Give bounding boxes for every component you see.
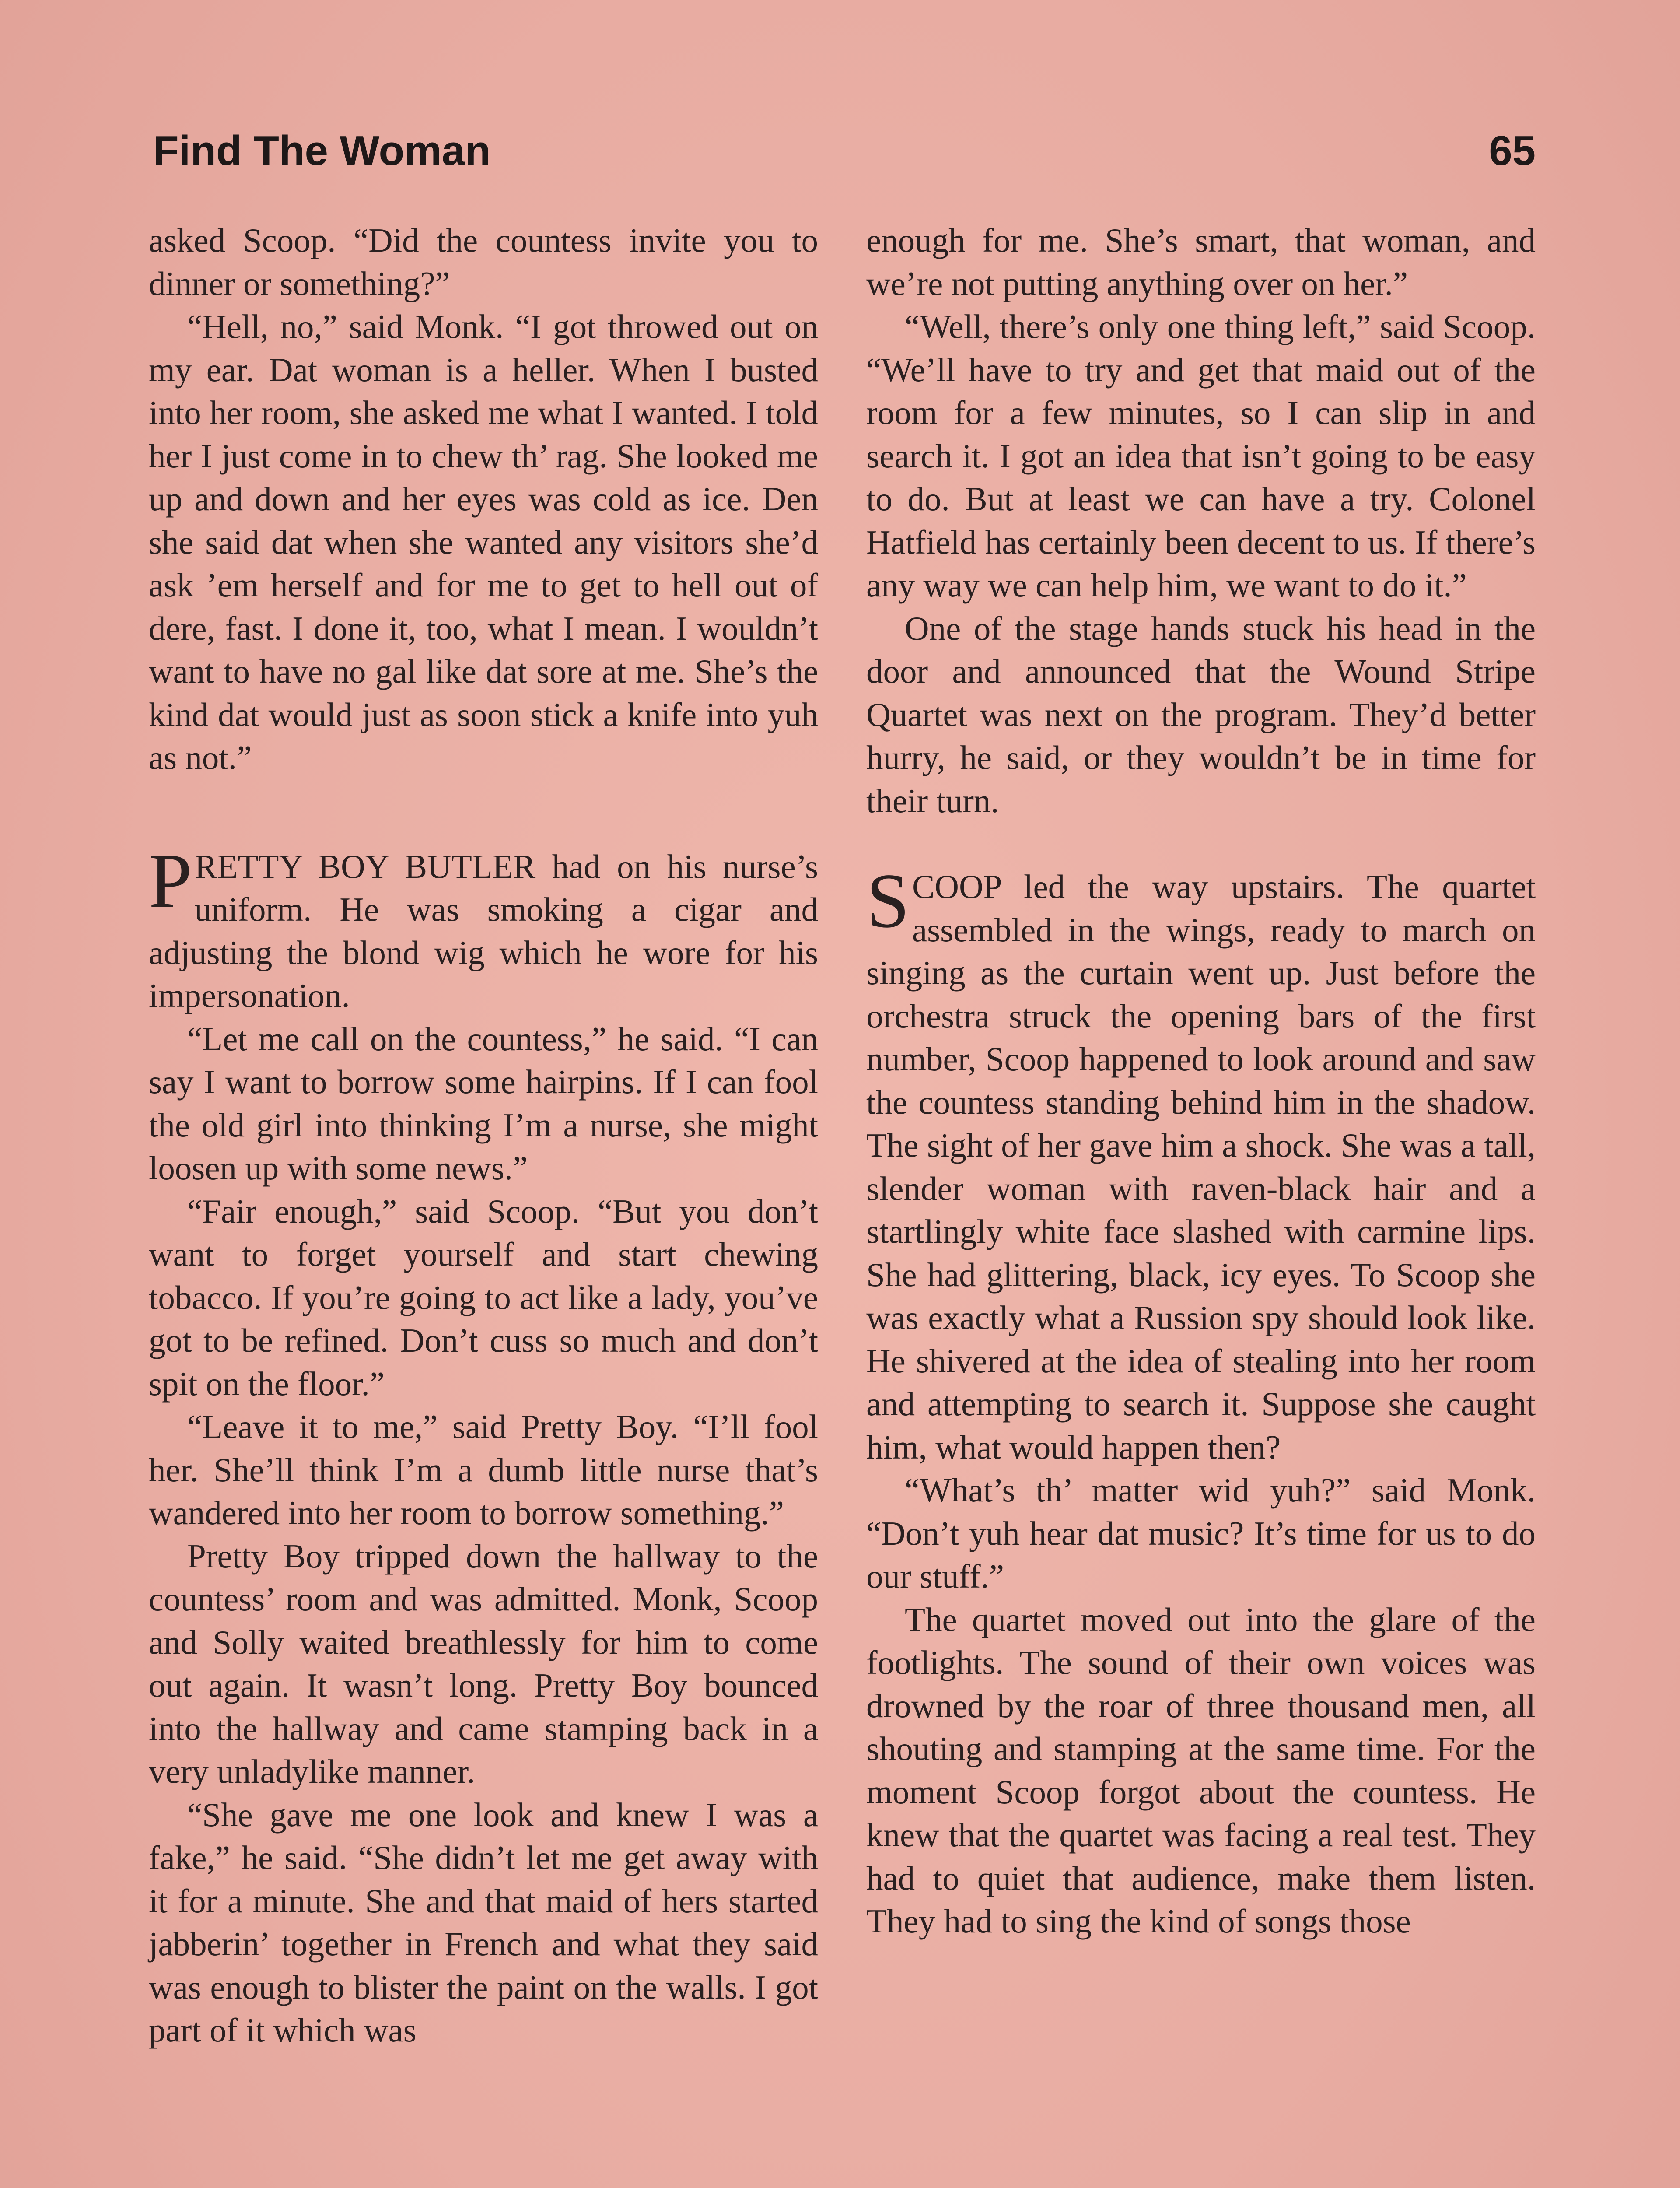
page-header bbox=[153, 127, 1536, 188]
drop-cap: P bbox=[149, 837, 192, 924]
story-title: Find The Woman bbox=[153, 127, 491, 174]
page-number: 65 bbox=[1489, 127, 1536, 174]
paragraph: “What’s th’ matter wid yuh?” said Monk. “Don’t yuh hear dat music? It’s time for us to do our stuff.” bbox=[866, 1471, 1536, 1595]
paragraph: “Hell, no,” said Monk. “I got throwed out on my ear. Dat woman is a heller. When I busted into her room, she asked me what I wanted. I told her I just come in to chew th’ rag. She looked me up and down and her eyes was cold as ice. Den she said dat when she wanted any visitors she’d ask ’em herself and for me to get to hell out of dere, fast. I done it, too, what I mean. I wouldn’t want to have no gal like dat sore at me. She’s the kind dat would just as soon stick a knife into yuh as not.” bbox=[149, 308, 818, 776]
paragraph: asked Scoop. “Did the countess invite you to dinner or something?” bbox=[149, 221, 818, 302]
paragraph: “Fair enough,” said Scoop. “But you don’t want to forget yourself and start chewing tobacco. If you’re going to act like a lady, you’ve got to be refined. Don’t cuss so much and don’t spit on the floor.” bbox=[149, 1192, 818, 1403]
left-column bbox=[149, 219, 818, 2052]
paragraph: “Leave it to me,” said Pretty Boy. “I’ll fool her. She’ll think I’m a dumb little nurse that’s wandered into her room to borrow something.” bbox=[149, 1408, 818, 1532]
paragraph: “Let me call on the countess,” he said. “I can say I want to borrow some hairpins. If I can fool the old girl into thinking I’m a nurse, she might loosen up with some news.” bbox=[149, 1020, 818, 1187]
section-text: RETTY BOY BUTLER had on his nurse’s uniform. He was smoking a cigar and adjusting the blond wig which he wore for his impersonation. bbox=[149, 847, 818, 1014]
paragraph: The quartet moved out into the glare of the footlights. The sound of their own voices was drowned by the roar of three thousand men, all shouting and stamping at the same time. For the moment Scoop forgot about the countess. He knew that the quartet was facing a real test. They had to quiet that audience, make them listen. They had to sing the kind of songs those bbox=[866, 1600, 1536, 1940]
drop-cap: S bbox=[866, 857, 910, 944]
paragraph: “Well, there’s only one thing left,” said Scoop. “We’ll have to try and get that maid out of the room for a few minutes, so I can slip in and search it. I got an idea that isn’t going to be easy to do. But at least we can have a try. Colonel Hatfield has certainly been decent to us. If there’s any way we can help him, we want to do it.” bbox=[866, 308, 1536, 604]
paragraph: Pretty Boy tripped down the hallway to the countess’ room and was admitted. Monk, Scoop and Solly waited breathlessly for him to come out again. It wasn’t long. Pretty Boy bounced into the hallway and came stamping back in a very unladylike manner. bbox=[149, 1537, 818, 1790]
paragraph: enough for me. She’s smart, that woman, and we’re not putting anything over on her.” bbox=[866, 221, 1536, 302]
section-opening-paragraph bbox=[866, 857, 1536, 1469]
right-column bbox=[866, 219, 1536, 1943]
paragraph: “She gave me one look and knew I was a fake,” he said. “She didn’t let me get away with it for a minute. She and that maid of hers started jabberin’ together in French and what they said was enough to blister the paint on the walls. I got part of it which was bbox=[149, 1795, 818, 2049]
paragraph: One of the stage hands stuck his head in the door and announced that the Wound Stripe Quartet was next on the program. They’d better hurry, he said, or they wouldn’t be in time for their turn. bbox=[866, 609, 1536, 820]
section-text: COOP led the way upstairs. The quartet assembled in the wings, ready to march on singing as the curtain went up. Just before the orchestra struck the opening bars of the first number, Scoop happened to look around and saw the countess standing behind him in the shadow. The sight of her gave him a shock. She was a tall, slender woman with raven-black hair and a startlingly white face slashed with carmine lips. She had glittering, black, icy eyes. To Scoop she was exactly what a Russion spy should look like. He shivered at the idea of stealing into her room and attempting to search it. Suppose she caught him, what would happen then? bbox=[866, 868, 1536, 1466]
section-opening-paragraph bbox=[149, 837, 818, 1017]
